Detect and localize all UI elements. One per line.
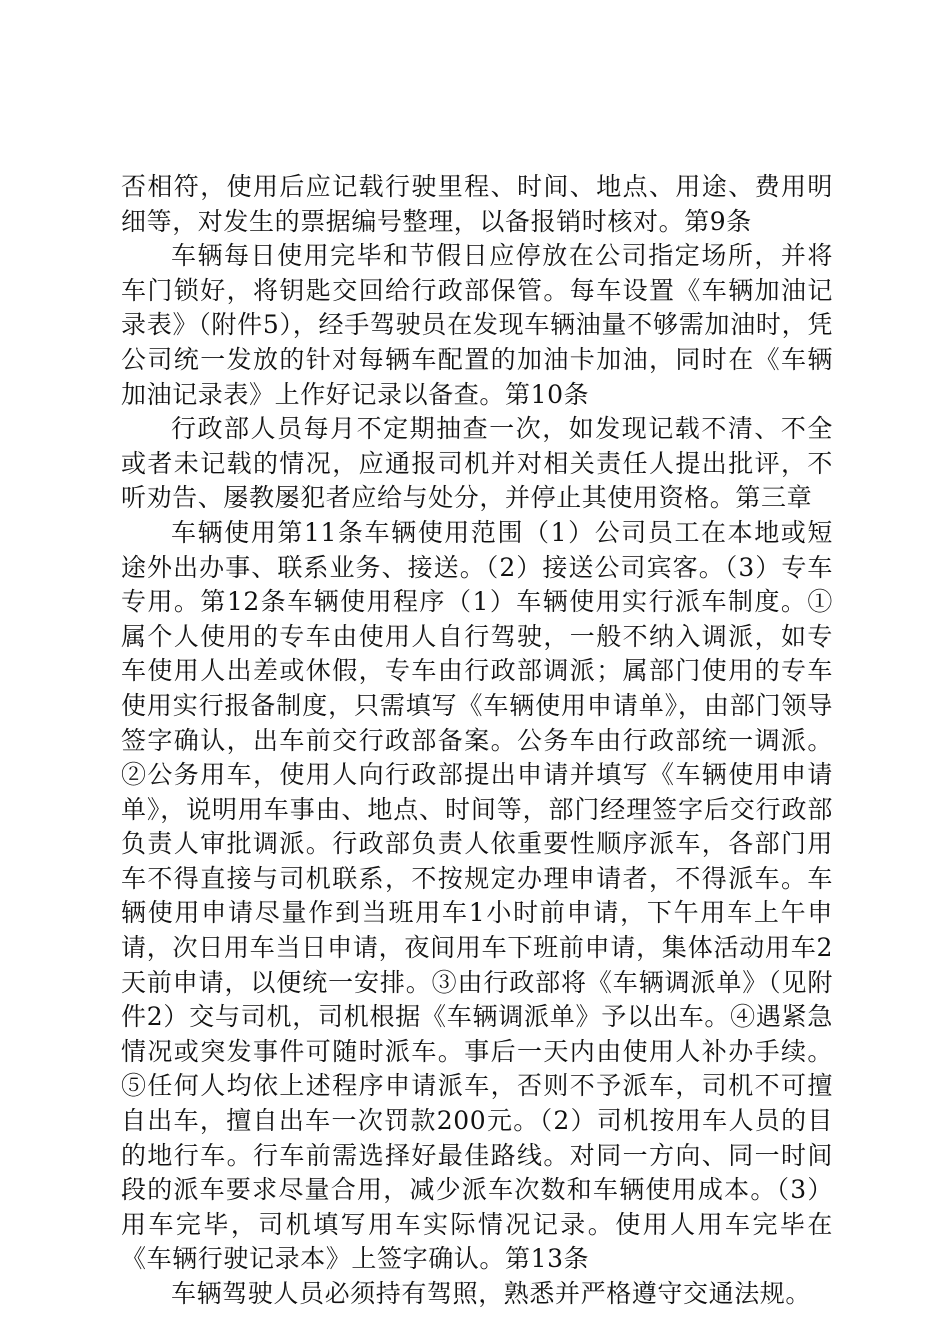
paragraph-4: 车辆使用第11条车辆使用范围（1）公司员工在本地或短途外出办事、联系业务、接送。（2）接送公司宾客。（3）专车专用。第12条车辆使用程序（1）车辆使用实行派车制度。①属个人使用的专车由使用人自行驾驶，一般不纳入调派，如专车使用人出差或休假，专车由行政部调派；属部门使用的专车使用实行报备制度，只需填写《车辆使用申请单》，由部门领导签字确认，出车前交行政部备案。公务车由行政部统一调派。②公务用车，使用人向行政部提出申请并填写《车辆使用申请单》，说明用车事由、地点、时间等，部门经理签字后交行政部负责人审批调派。行政部负责人依重要性顺序派车，各部门用车不得直接与司机联系，不按规定办理申请者，不得派车。车辆使用申请尽量作到当班用车1小时前申请，下午用车上午申请，次日用车当日申请，夜间用车下班前申请，集体活动用车2天前申请，以便统一安排。③由行政部将《车辆调派单》（见附件2）交与司机，司机根据《车辆调派单》予以出车。④遇紧急情况或突发事件可随时派车。事后一天内由使用人补办手续。⑤任何人均依上述程序申请派车，否则不予派车，司机不可擅自出车，擅自出车一次罚款200元。（2）司机按用车人员的目的地行车。行车前需选择好最佳路线。对同一方向、同一时间段的派车要求尽量合用，减少派车次数和车辆使用成本。（3）用车完毕，司机填写用车实际情况记录。使用人用车完毕在《车辆行驶记录本》上签字确认。第13条	[121, 517, 833, 1274]
paragraph-1: 否相符，使用后应记载行驶里程、时间、地点、用途、费用明细等，对发生的票据编号整理，以备报销时核对。第9条	[121, 172, 833, 236]
paragraph-2: 车辆每日使用完毕和节假日应停放在公司指定场所，并将车门锁好，将钥匙交回给行政部保管。每车设置《车辆加油记录表》（附件5），经手驾驶员在发现车辆油量不够需加油时，凭公司统一发放的针对每辆车配置的加油卡加油，同时在《车辆加油记录表》上作好记录以备查。第10条	[121, 241, 833, 409]
paragraph-5: 车辆驾驶人员必须持有驾照，熟悉并严格遵守交通法规。	[171, 1279, 812, 1308]
document-body	[121, 170, 833, 1312]
paragraph-3: 行政部人员每月不定期抽查一次，如发现记载不清、不全或者未记载的情况，应通报司机并对相关责任人提出批评，不听劝告、屡教屡犯者应给与处分，并停止其使用资格。第三章	[121, 414, 833, 513]
